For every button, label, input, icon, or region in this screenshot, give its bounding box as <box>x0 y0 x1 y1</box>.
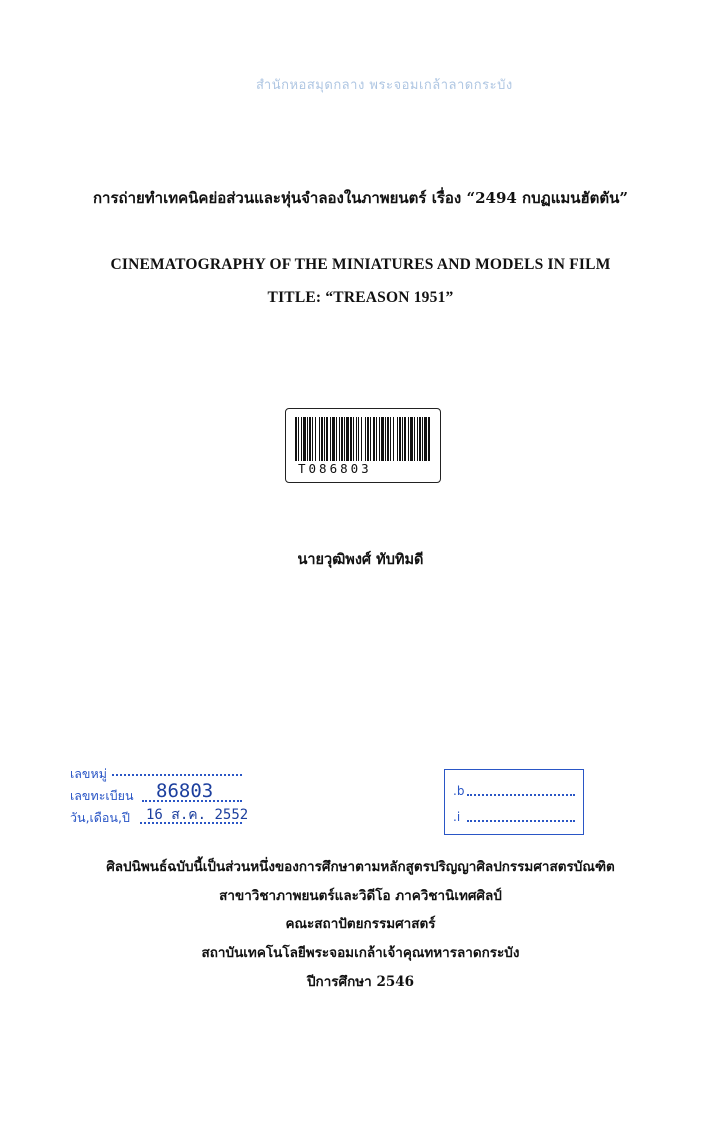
barcode-bar <box>422 417 423 461</box>
barcode-bar <box>399 417 401 461</box>
english-title-line2: TITLE: “TREASON 1951” <box>267 289 454 306</box>
barcode-bar <box>301 417 302 461</box>
barcode-bar <box>419 417 421 461</box>
call-box-b-label: .b <box>453 784 465 798</box>
barcode-bar <box>315 417 316 461</box>
barcode-bar <box>408 417 409 461</box>
library-stamp: สำนักหอสมุดกลาง พระจอมเกล้าลาดกระบัง <box>256 78 513 93</box>
call-box-i-label: .i <box>453 810 461 824</box>
call-number-dots <box>112 774 242 776</box>
barcode-bar <box>319 417 320 461</box>
barcode-bar <box>358 417 359 461</box>
barcode-bar <box>370 417 371 461</box>
barcode-number: T086803 <box>298 461 372 476</box>
barcode-bar <box>341 417 343 461</box>
barcode-bar <box>379 417 380 461</box>
info-line-institute: สถาบันเทคโนโลยีพระจอมเกล้าเจ้าคุณทหารลาดกระบัง <box>201 945 520 961</box>
barcode-bar <box>404 417 406 461</box>
info-line-academic-year: ปีการศึกษา 2546 <box>306 974 415 990</box>
barcode-bar <box>424 417 427 461</box>
barcode-bar <box>336 417 337 461</box>
info-line-program: ศิลปนิพนธ์ฉบับนี้เป็นส่วนหนึ่งของการศึกษาตามหลักสูตรปริญญาศิลปกรรมศาสตรบัณฑิต <box>106 859 615 875</box>
barcode-bar <box>353 417 354 461</box>
english-title-line1: CINEMATOGRAPHY OF THE MINIATURES AND MODELS IN FILM <box>110 256 611 273</box>
date-value: 16 ส.ค. 2552 <box>146 807 249 823</box>
barcode-bar <box>367 417 369 461</box>
info-line-department: สาขาวิชาภาพยนตร์และวิดีโอ ภาควิชานิเทศศิลป์ <box>219 888 502 904</box>
barcode-bar <box>428 417 430 461</box>
barcode-bar <box>307 417 308 461</box>
barcode-bar <box>402 417 403 461</box>
barcode-bar <box>390 417 391 461</box>
barcode-bar <box>332 417 335 461</box>
barcode <box>295 417 431 461</box>
registration-number-value: 86803 <box>156 780 214 802</box>
barcode-label <box>285 408 441 483</box>
call-box-b-dots <box>467 794 575 796</box>
info-line-faculty: คณะสถาปัตยกรรมศาสตร์ <box>285 916 436 932</box>
thai-title: การถ่ายทำเทคนิคย่อส่วนและหุ่นจำลองในภาพยนตร์ เรื่อง “2494 กบฏแมนฮัตตัน” <box>92 189 629 207</box>
author-name: นายวุฒิพงศ์ ทับทิมดี <box>297 551 424 568</box>
barcode-bar <box>303 417 306 461</box>
barcode-bar <box>330 417 331 461</box>
barcode-bar <box>326 417 328 461</box>
barcode-bar <box>295 417 297 461</box>
barcode-bar <box>356 417 357 461</box>
barcode-bar <box>385 417 386 461</box>
date-label: วัน,เดือน,ปี <box>70 810 130 825</box>
barcode-bar <box>387 417 389 461</box>
barcode-bar <box>339 417 340 461</box>
barcode-bar <box>309 417 311 461</box>
barcode-bar <box>410 417 413 461</box>
registration-number-label: เลขทะเบียน <box>70 788 134 803</box>
barcode-bar <box>350 417 352 461</box>
barcode-bar <box>324 417 325 461</box>
barcode-bar <box>321 417 323 461</box>
call-number-box <box>444 769 584 835</box>
call-box-i-dots <box>467 820 575 822</box>
barcode-bar <box>381 417 384 461</box>
barcode-bar <box>346 417 349 461</box>
barcode-bar <box>393 417 394 461</box>
barcode-bar <box>376 417 377 461</box>
barcode-bar <box>344 417 345 461</box>
registration-stamp <box>70 762 270 828</box>
barcode-bar <box>397 417 398 461</box>
call-number-label: เลขหมู่ <box>70 766 107 781</box>
barcode-bar <box>417 417 418 461</box>
barcode-bar <box>414 417 415 461</box>
barcode-bar <box>361 417 362 461</box>
barcode-bar <box>365 417 366 461</box>
barcode-bar <box>373 417 375 461</box>
barcode-bar <box>298 417 299 461</box>
barcode-bar <box>312 417 313 461</box>
